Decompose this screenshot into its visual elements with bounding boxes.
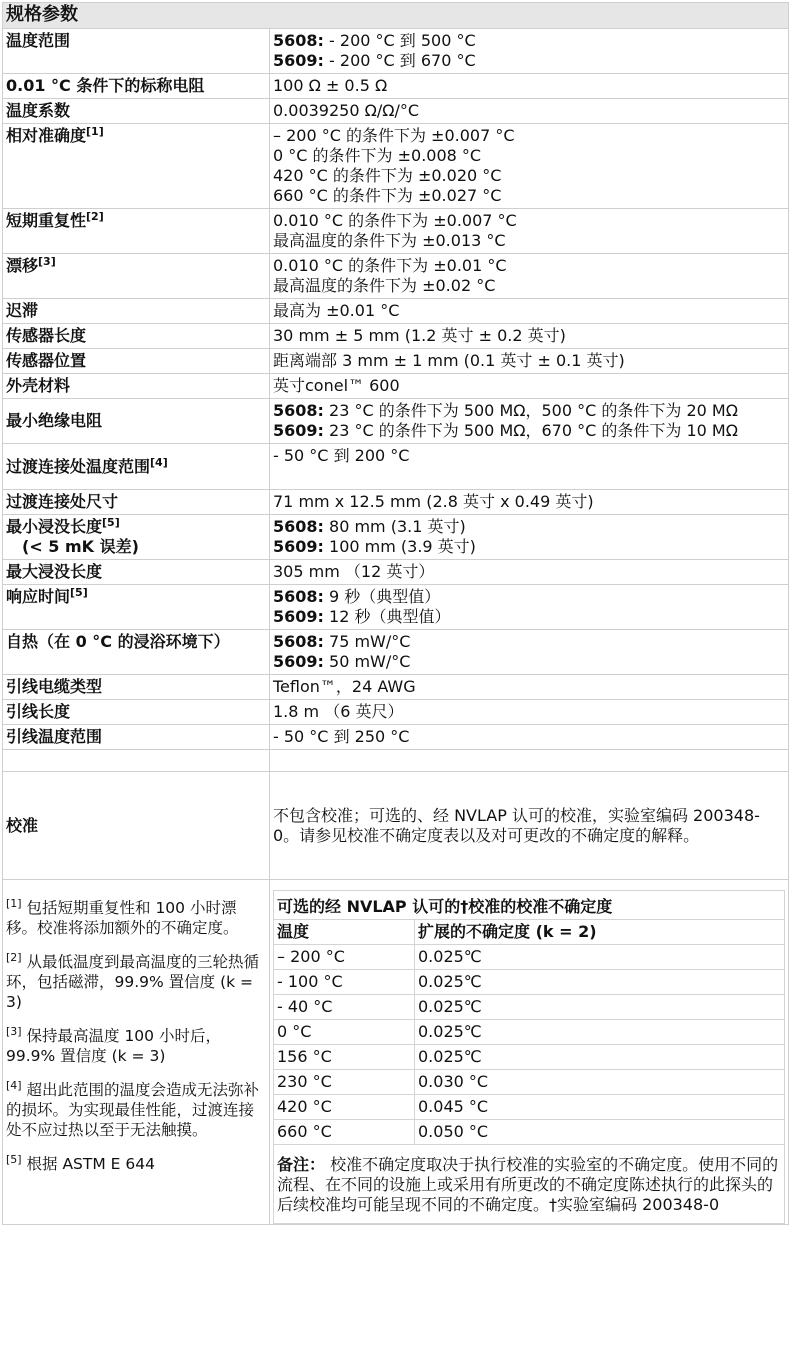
model-label: 5608: — [273, 632, 324, 651]
spec-label — [3, 585, 270, 630]
footnote — [6, 1026, 266, 1066]
uncertainty-temperature: 420 °C — [274, 1095, 415, 1120]
uncertainty-temperature: 0 °C — [274, 1020, 415, 1045]
spec-value — [270, 399, 789, 444]
spec-row-sheath-material — [3, 374, 789, 399]
spec-label: 校准 — [3, 772, 270, 880]
value-text: 23 °C 的条件下为 500 MΩ，670 °C 的条件下为 10 MΩ — [323, 421, 738, 440]
spec-label: 最大浸没长度 — [3, 560, 270, 585]
note-label: 备注： — [277, 1155, 326, 1174]
note-text: 校准不确定度取决于执行校准的实验室的不确定度。使用不同的流程、在不同的设施上或采用有所更改的不确定度陈述执行的此探头的后续校准均可能呈现不同的不确定度。†实验室编码 200348-0 — [277, 1155, 779, 1214]
spec-value: 英寸conel™ 600 — [270, 374, 789, 399]
footnote-ref: [3] — [38, 255, 56, 268]
footnote-ref: [5] — [70, 586, 88, 599]
spec-row-short-term-repeatability — [3, 209, 789, 254]
spec-row-max-immersion — [3, 560, 789, 585]
spec-label: 温度范围 — [3, 29, 270, 74]
uncertainty-value: 0.025℃ — [415, 995, 785, 1020]
model-label: 5608: — [273, 31, 324, 50]
spec-value: 71 mm x 12.5 mm (2.8 英寸 x 0.49 英寸) — [270, 490, 789, 515]
uncertainty-temperature: – 200 °C — [274, 945, 415, 970]
uncertainty-value: 0.025℃ — [415, 1045, 785, 1070]
label-subtext: (< 5 mK 误差) — [22, 537, 139, 556]
label-text: 短期重复性 — [6, 211, 87, 230]
spec-row-temperature-range — [3, 29, 789, 74]
spec-table — [2, 2, 789, 1225]
spacer-cell — [270, 750, 789, 772]
spec-value: 距离端部 3 mm ± 1 mm (0.1 英寸 ± 0.1 英寸) — [270, 349, 789, 374]
footnote — [6, 1154, 266, 1174]
uncertainty-col-header: 扩展的不确定度 (k = 2) — [415, 920, 785, 945]
spec-value — [270, 254, 789, 299]
spec-label: 最小绝缘电阻 — [3, 399, 270, 444]
spec-row-nominal-resistance — [3, 74, 789, 99]
spec-row-notes — [3, 880, 789, 1225]
spec-row-insulation-resistance — [3, 399, 789, 444]
table-row — [274, 1070, 785, 1095]
spec-row-lead-length — [3, 700, 789, 725]
value-line: 最高温度的条件下为 ±0.02 °C — [273, 276, 496, 295]
spec-row-drift — [3, 254, 789, 299]
footnote-text: 根据 ASTM E 644 — [21, 1155, 155, 1173]
spec-value: 0.0039250 Ω/Ω/°C — [270, 99, 789, 124]
footnote-ref: [4] — [150, 455, 168, 469]
footnote-marker: [2] — [6, 951, 22, 964]
uncertainty-cell — [270, 880, 789, 1225]
footnote — [6, 898, 266, 938]
footnote-ref: [1] — [86, 125, 104, 138]
spec-row-relative-accuracy — [3, 124, 789, 209]
label-text: 最小浸没长度 — [6, 517, 103, 536]
spec-row-temperature-coefficient — [3, 99, 789, 124]
spec-row-transition-temp-range — [3, 444, 789, 490]
footnote-text: 保持最高温度 100 小时后，99.9% 置信度 (k = 3) — [6, 1027, 221, 1065]
uncertainty-temperature: 660 °C — [274, 1120, 415, 1145]
spec-value: 30 mm ± 5 mm (1.2 英寸 ± 0.2 英寸) — [270, 324, 789, 349]
spec-value — [270, 630, 789, 675]
spec-value: 1.8 m （6 英尺） — [270, 700, 789, 725]
spec-label — [3, 254, 270, 299]
value-text: 50 mW/°C — [323, 652, 411, 671]
value-line: – 200 °C 的条件下为 ±0.007 °C — [273, 126, 515, 145]
spec-row-min-immersion — [3, 515, 789, 560]
footnote-text: 包括短期重复性和 100 小时漂移。校准将添加额外的不确定度。 — [6, 899, 239, 937]
spec-row-lead-temp-range — [3, 725, 789, 750]
spec-row-response-time — [3, 585, 789, 630]
spec-row-sensor-location — [3, 349, 789, 374]
table-row — [274, 945, 785, 970]
model-label: 5609: — [273, 537, 324, 556]
table-row — [274, 1120, 785, 1145]
spec-row-transition-dimensions — [3, 490, 789, 515]
value-line: 0.010 °C 的条件下为 ±0.007 °C — [273, 211, 517, 230]
footnote-ref: [2] — [86, 210, 104, 223]
spec-label: 引线电缆类型 — [3, 675, 270, 700]
model-label: 5609: — [273, 652, 324, 671]
table-row — [274, 1095, 785, 1120]
model-label: 5608: — [273, 517, 324, 536]
footnote-marker: [5] — [6, 1153, 22, 1166]
uncertainty-title: 可选的经 NVLAP 认可的†校准的校准不确定度 — [274, 891, 785, 920]
uncertainty-temperature: 156 °C — [274, 1045, 415, 1070]
uncertainty-table — [273, 890, 785, 1224]
spec-label: 引线长度 — [3, 700, 270, 725]
spec-value — [270, 124, 789, 209]
footnote-ref: [5] — [102, 516, 120, 529]
spec-row-calibration — [3, 772, 789, 880]
spec-value: 不包含校准；可选的、经 NVLAP 认可的校准，实验室编码 200348-0。请参见校准不确定度表以及对可更改的不确定度的解释。 — [270, 772, 789, 880]
footnote-text: 从最低温度到最高温度的三轮热循环，包括磁滞，99.9% 置信度 (k = 3) — [6, 953, 260, 1011]
value-text: 23 °C 的条件下为 500 MΩ，500 °C 的条件下为 20 MΩ — [323, 401, 738, 420]
footnote-text: 超出此范围的温度会造成无法弥补的损坏。为实现最佳性能，过渡连接处不应过热以至于无法触摸。 — [6, 1081, 260, 1139]
value-text: 80 mm (3.1 英寸) — [323, 517, 466, 536]
value-text: - 200 °C 到 670 °C — [323, 51, 476, 70]
model-label: 5609: — [273, 607, 324, 626]
spacer-row — [3, 750, 789, 772]
spec-value: - 50 °C 到 250 °C — [270, 725, 789, 750]
value-text: 12 秒（典型值） — [323, 607, 451, 626]
spec-value — [270, 515, 789, 560]
spec-label: 0.01 °C 条件下的标称电阻 — [3, 74, 270, 99]
spec-row-sensor-length — [3, 324, 789, 349]
label-text: 响应时间 — [6, 587, 71, 606]
spec-value — [270, 29, 789, 74]
uncertainty-value: 0.045 °C — [415, 1095, 785, 1120]
spec-value: 100 Ω ± 0.5 Ω — [270, 74, 789, 99]
spec-label: 外壳材料 — [3, 374, 270, 399]
uncertainty-value: 0.025℃ — [415, 945, 785, 970]
label-text: 漂移 — [6, 256, 39, 275]
spec-value: - 50 °C 到 200 °C — [270, 444, 789, 490]
spec-label: 引线温度范围 — [3, 725, 270, 750]
spec-value: Teflon™，24 AWG — [270, 675, 789, 700]
spec-label: 过渡连接处尺寸 — [3, 490, 270, 515]
label-text: 过渡连接处温度范围 — [6, 456, 151, 476]
spacer-cell — [3, 750, 270, 772]
table-row — [274, 1045, 785, 1070]
spec-value — [270, 209, 789, 254]
footnote-marker: [1] — [6, 897, 22, 910]
table-row — [274, 1020, 785, 1045]
footnotes — [3, 880, 270, 1225]
uncertainty-rows — [274, 945, 785, 1145]
model-label: 5609: — [273, 421, 324, 440]
spec-label: 迟滞 — [3, 299, 270, 324]
value-text: 100 mm (3.9 英寸) — [323, 537, 476, 556]
spec-row-self-heating — [3, 630, 789, 675]
table-row — [274, 970, 785, 995]
spec-value: 305 mm （12 英寸） — [270, 560, 789, 585]
footnote-marker: [3] — [6, 1025, 22, 1038]
footnote-marker: [4] — [6, 1079, 22, 1092]
spec-label — [3, 444, 270, 490]
footnote — [6, 952, 266, 1012]
spec-row-lead-wire-type — [3, 675, 789, 700]
uncertainty-value: 0.025℃ — [415, 970, 785, 995]
uncertainty-temperature: 230 °C — [274, 1070, 415, 1095]
table-row — [274, 995, 785, 1020]
value-line: 0.010 °C 的条件下为 ±0.01 °C — [273, 256, 507, 275]
spec-label: 自热（在 0 °C 的浸浴环境下） — [3, 630, 270, 675]
spec-value: 最高为 ±0.01 °C — [270, 299, 789, 324]
label-text: 相对准确度 — [6, 126, 87, 145]
spec-value — [270, 585, 789, 630]
spec-label — [3, 209, 270, 254]
uncertainty-value: 0.050 °C — [415, 1120, 785, 1145]
model-label: 5608: — [273, 587, 324, 606]
value-line: 420 °C 的条件下为 ±0.020 °C — [273, 166, 502, 185]
spec-label — [3, 515, 270, 560]
model-label: 5608: — [273, 401, 324, 420]
value-line: 660 °C 的条件下为 ±0.027 °C — [273, 186, 502, 205]
value-line: 最高温度的条件下为 ±0.013 °C — [273, 231, 506, 250]
value-text: 9 秒（典型值） — [323, 587, 441, 606]
uncertainty-col-header: 温度 — [274, 920, 415, 945]
uncertainty-value: 0.030 °C — [415, 1070, 785, 1095]
value-text: - 200 °C 到 500 °C — [323, 31, 476, 50]
spec-header: 规格参数 — [3, 3, 789, 29]
spec-label: 传感器长度 — [3, 324, 270, 349]
uncertainty-value: 0.025℃ — [415, 1020, 785, 1045]
uncertainty-temperature: - 40 °C — [274, 995, 415, 1020]
uncertainty-temperature: - 100 °C — [274, 970, 415, 995]
value-line: 0 °C 的条件下为 ±0.008 °C — [273, 146, 482, 165]
spec-label: 传感器位置 — [3, 349, 270, 374]
footnote — [6, 1080, 266, 1140]
spec-row-hysteresis — [3, 299, 789, 324]
spec-label: 温度系数 — [3, 99, 270, 124]
spec-label — [3, 124, 270, 209]
value-text: 75 mW/°C — [323, 632, 411, 651]
model-label: 5609: — [273, 51, 324, 70]
uncertainty-note — [274, 1145, 785, 1224]
